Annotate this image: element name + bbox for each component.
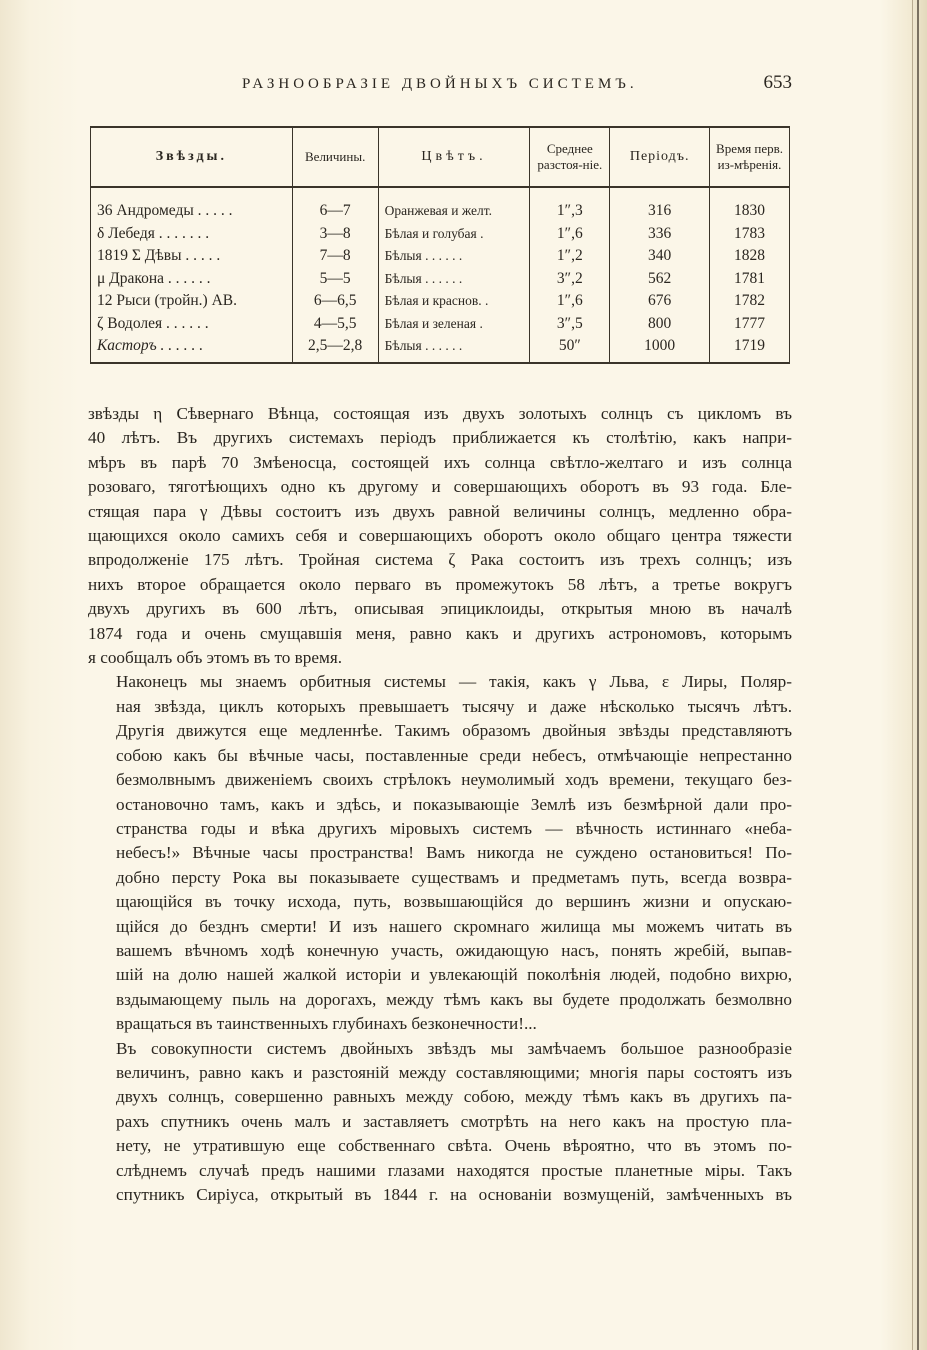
cell-color: Бѣлыя . . . . . . bbox=[378, 268, 530, 291]
table-row bbox=[91, 200, 790, 223]
table-row bbox=[91, 290, 790, 313]
text-line: величинъ, равно какъ и разстояній между составляющими; многія пары состоятъ изъ bbox=[116, 1062, 792, 1082]
text-line: нету, не утратившую еще собственнаго свѣта. Очень вѣроятно, что въ этомъ по- bbox=[116, 1136, 792, 1156]
body-text bbox=[88, 402, 792, 1207]
text-line: 1874 года и очень смущавшія меня, равно какъ и другихъ астрономовъ, которымъ bbox=[88, 623, 792, 643]
cell-magnitudes: 4—5,5 bbox=[292, 313, 378, 336]
text-line: звѣзды η Сѣвернаго Вѣнца, состоящая изъ двухъ золотыхъ солнцъ съ цикломъ въ bbox=[88, 404, 792, 423]
text-line: Въ совокупности системъ двойныхъ звѣздъ мы замѣчаемъ большое разнообразіе bbox=[116, 1038, 792, 1058]
cell-period: 340 bbox=[610, 245, 710, 268]
text-line: безмолвнымъ движеніемъ своихъ стрѣлокъ неумолимый ходъ времени, текущаго без- bbox=[116, 770, 792, 790]
text-line: Другія движутся еще медленнѣе. Такимъ образомъ двойныя звѣзды представляютъ bbox=[116, 721, 792, 741]
cell-period: 1000 bbox=[610, 335, 710, 363]
header-color: Цвѣтъ. bbox=[378, 127, 530, 187]
cell-star-name: 36 Андромеды . . . . . bbox=[91, 200, 293, 223]
text-line: вращаться въ таинственныхъ глубинахъ безконечности!... bbox=[116, 1014, 537, 1034]
cell-distance: 1″,6 bbox=[530, 223, 610, 246]
text-line: собою какъ бы вѣчные часы, поставленные среди небесъ, отмѣчающіе непрестанно bbox=[116, 745, 792, 765]
cell-color: Бѣлая и зеленая . bbox=[378, 313, 530, 336]
text-line: нихъ второе обращается около перваго въ промежутокъ 58 лѣтъ, а третье вокругъ bbox=[88, 574, 792, 594]
table-spacer-row bbox=[91, 187, 790, 200]
text-line: добно персту Рока вы показываете существамъ и предметамъ путь, всегда возвра- bbox=[116, 867, 792, 887]
cell-magnitudes: 7—8 bbox=[292, 245, 378, 268]
cell-magnitudes: 6—7 bbox=[292, 200, 378, 223]
table-header-row bbox=[91, 127, 790, 187]
cell-star-name: μ Дракона . . . . . . bbox=[91, 268, 293, 291]
text-line: рахъ спутникъ очень малъ и заставляетъ смотрѣть на него какъ на простую пла- bbox=[116, 1111, 792, 1131]
cell-period: 562 bbox=[610, 268, 710, 291]
cell-star-name: 1819 Σ Дѣвы . . . . . bbox=[91, 245, 293, 268]
cell-year: 1777 bbox=[710, 313, 790, 336]
text-line: вашемъ вѣчномъ ходѣ конечную участь, ожидающую насъ, понять жребій, выпав- bbox=[116, 940, 792, 960]
table-row bbox=[91, 223, 790, 246]
cell-distance: 50″ bbox=[530, 335, 610, 363]
cell-color: Бѣлыя . . . . . . bbox=[378, 245, 530, 268]
cell-distance: 1″,3 bbox=[530, 200, 610, 223]
text-line: вздымающему пыль на дорогахъ, между тѣмъ какъ вы будете продолжать безмолвно bbox=[116, 989, 792, 1009]
text-line: розоваго, тяготѣющихъ одно къ другому и совершающихъ оборотъ въ 93 года. Бле- bbox=[88, 477, 792, 497]
text-line: Наконецъ мы знаемъ орбитныя системы — такія, какъ γ Льва, ε Лиры, Поляр- bbox=[116, 672, 792, 692]
header-magnitudes: Величины. bbox=[292, 127, 378, 187]
cell-magnitudes: 6—6,5 bbox=[292, 290, 378, 313]
paragraph bbox=[88, 670, 792, 1036]
cell-distance: 3″,5 bbox=[530, 313, 610, 336]
text-line: двухъ солнцъ, совершенно равныхъ между собою, между тѣмъ какъ въ другихъ па- bbox=[116, 1087, 792, 1107]
text-line: спутникъ Сиріуса, открытый въ 1844 г. на основаніи возмущеній, замѣченныхъ въ bbox=[116, 1185, 792, 1204]
text-line: щающихся около самихъ себя и совершающихъ оборотъ около общаго центра тяжести bbox=[88, 526, 792, 546]
text-line: мѣръ въ парѣ 70 Змѣеносца, состоящей ихъ солнца свѣтло-желтаго и изъ солнца bbox=[88, 452, 792, 472]
cell-color: Бѣлая и голубая . bbox=[378, 223, 530, 246]
table-row bbox=[91, 245, 790, 268]
text-line: двухъ другихъ въ 600 лѣтъ, описывая эпициклоиды, открытыя мною въ началѣ bbox=[88, 599, 792, 619]
cell-year: 1783 bbox=[710, 223, 790, 246]
header-stars: Звѣзды. bbox=[91, 127, 293, 187]
text-line: шій на долю нашей жалкой исторіи и увлекающій поколѣнія людей, подобно вихрю, bbox=[116, 965, 792, 985]
table-row bbox=[91, 335, 790, 363]
cell-year: 1830 bbox=[710, 200, 790, 223]
text-line: щійся до безднъ смерти! И изъ нашего скромнаго жилища мы можемъ читать въ bbox=[116, 916, 792, 936]
cell-star-name: δ Лебедя . . . . . . . bbox=[91, 223, 293, 246]
header-period: Періодъ. bbox=[610, 127, 710, 187]
paragraph bbox=[88, 1037, 792, 1208]
text-line: слѣднемъ случаѣ предъ нашими глазами находятся простые планетные міры. Такъ bbox=[116, 1160, 792, 1180]
page-edge-line bbox=[917, 0, 919, 1350]
cell-period: 316 bbox=[610, 200, 710, 223]
cell-year: 1828 bbox=[710, 245, 790, 268]
page-header bbox=[92, 74, 792, 100]
table-row bbox=[91, 313, 790, 336]
text-line: впродолженіе 175 лѣтъ. Тройная система ζ Рака состоитъ изъ трехъ солнцъ; изъ bbox=[88, 550, 792, 570]
cell-magnitudes: 5—5 bbox=[292, 268, 378, 291]
text-line: щающійся въ точку исхода, путь, возвышающійся до вершинъ жизни и опускаю- bbox=[116, 892, 792, 912]
paragraph bbox=[88, 402, 792, 670]
cell-period: 676 bbox=[610, 290, 710, 313]
text-line: странства годы и вѣка другихъ міровыхъ системъ — вѣчность истиннаго «неба- bbox=[116, 818, 792, 838]
page-edge-shadow bbox=[912, 0, 913, 1350]
text-line: я сообщалъ объ этомъ въ то время. bbox=[88, 648, 343, 668]
cell-star-name: Касторъ . . . . . . bbox=[91, 335, 293, 363]
cell-year: 1781 bbox=[710, 268, 790, 291]
header-distance: Среднее разстоя-ніе. bbox=[530, 127, 610, 187]
text-line: ная звѣзда, циклъ которыхъ превышаетъ тысячу и даже нѣсколько тысячъ лѣтъ. bbox=[116, 696, 792, 716]
page-number: 653 bbox=[763, 72, 792, 93]
text-line: остановочно тамъ, какъ и здѣсь, и показывающіе Землѣ изъ безмѣрной дали про- bbox=[116, 794, 792, 814]
cell-star-name: 12 Рыси (тройн.) АВ. bbox=[91, 290, 293, 313]
double-stars-table bbox=[90, 126, 790, 364]
cell-year: 1719 bbox=[710, 335, 790, 363]
cell-distance: 3″,2 bbox=[530, 268, 610, 291]
table-row bbox=[91, 268, 790, 291]
cell-period: 800 bbox=[610, 313, 710, 336]
cell-color: Бѣлая и краснов. . bbox=[378, 290, 530, 313]
text-line: 40 лѣтъ. Въ другихъ системахъ періодъ приближается къ столѣтію, какъ напри- bbox=[88, 428, 792, 448]
text-line: стящая пара γ Дѣвы состоитъ изъ двухъ равной величины солнцъ, медленно обра- bbox=[88, 501, 792, 521]
cell-period: 336 bbox=[610, 223, 710, 246]
cell-color: Оранжевая и желт. bbox=[378, 200, 530, 223]
cell-color: Бѣлыя . . . . . . bbox=[378, 335, 530, 363]
text-line: небесъ!» Вѣчные часы пространства! Вамъ никогда не суждено остановиться! По- bbox=[116, 843, 792, 863]
cell-star-name: ζ Водолея . . . . . . bbox=[91, 313, 293, 336]
cell-magnitudes: 3—8 bbox=[292, 223, 378, 246]
cell-magnitudes: 2,5—2,8 bbox=[292, 335, 378, 363]
running-title: РАЗНООБРАЗІЕ ДВОЙНЫХЪ СИСТЕМЪ. bbox=[242, 76, 638, 92]
cell-year: 1782 bbox=[710, 290, 790, 313]
header-first-measure: Время перв. из-мѣренія. bbox=[710, 127, 790, 187]
cell-distance: 1″,2 bbox=[530, 245, 610, 268]
cell-distance: 1″,6 bbox=[530, 290, 610, 313]
